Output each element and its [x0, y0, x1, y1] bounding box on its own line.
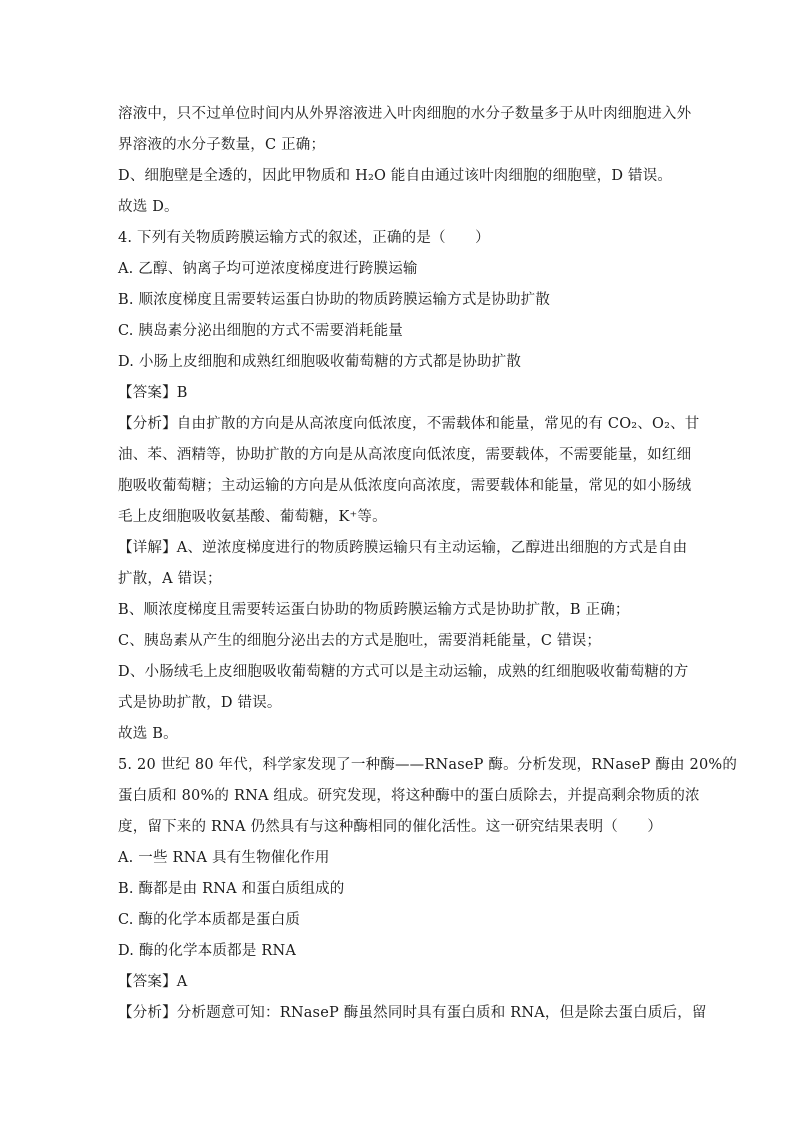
text-line: 胞吸收葡萄糖；主动运输的方向是从低浓度向高浓度，需要载体和能量，常见的如小肠绒	[118, 478, 692, 494]
text-line: 式是协助扩散，D 错误。	[118, 695, 282, 711]
question-5-option-c: C. 酶的化学本质都是蛋白质	[118, 912, 301, 928]
text-line: 溶液中，只不过单位时间内从外界溶液进入叶肉细胞的水分子数量多于从叶肉细胞进入外	[118, 106, 692, 122]
text-line: 扩散，A 错误；	[118, 571, 222, 587]
question-5-option-a: A. 一些 RNA 具有生物催化作用	[118, 850, 330, 866]
question-4-option-d: D. 小肠上皮细胞和成熟红细胞吸收葡萄糖的方式都是协助扩散	[118, 354, 522, 370]
text-line: 界溶液的水分子数量，C 正确；	[118, 137, 326, 153]
question-4-stem: 4. 下列有关物质跨膜运输方式的叙述，正确的是（ ）	[118, 230, 490, 246]
question-5-answer: 【答案】A	[118, 974, 188, 990]
question-5-option-d: D. 酶的化学本质都是 RNA	[118, 943, 297, 959]
question-4-detail: 【详解】A、逆浓度梯度进行的物质跨膜运输只有主动运输，乙醇进出细胞的方式是自由	[118, 540, 688, 556]
text-line: 故选 D。	[118, 199, 179, 215]
question-5-analysis: 【分析】分析题意可知：RNaseP 酶虽然同时具有蛋白质和 RNA，但是除去蛋白质后，留	[118, 1005, 707, 1021]
text-line: 油、苯、酒精等，协助扩散的方向是从高浓度向低浓度，需要载体，不需要能量，如红细	[118, 447, 692, 463]
question-4-option-a: A. 乙醇、钠离子均可逆浓度梯度进行跨膜运输	[118, 261, 418, 277]
text-line: C、胰岛素从产生的细胞分泌出去的方式是胞吐，需要消耗能量，C 错误；	[118, 633, 602, 649]
question-4-analysis: 【分析】自由扩散的方向是从高浓度向低浓度，不需载体和能量，常见的有 CO₂、O₂、甘	[118, 416, 700, 432]
question-4-option-c: C. 胰岛素分泌出细胞的方式不需要消耗能量	[118, 323, 403, 339]
text-line: B、顺浓度梯度且需要转运蛋白协助的物质跨膜运输方式是协助扩散，B 正确；	[118, 602, 630, 618]
text-line: D、细胞壁是全透的，因此甲物质和 H₂O 能自由通过该叶肉细胞的细胞壁，D 错误。	[118, 168, 673, 184]
text-line: 度，留下来的 RNA 仍然具有与这种酶相同的催化活性。这一研究结果表明（ ）	[118, 819, 663, 835]
question-4-conclusion: 故选 B。	[118, 726, 178, 742]
question-5-option-b: B. 酶都是由 RNA 和蛋白质组成的	[118, 881, 345, 897]
text-line: 毛上皮细胞吸收氨基酸、葡萄糖，K⁺等。	[118, 509, 387, 525]
question-4-option-b: B. 顺浓度梯度且需要转运蛋白协助的物质跨膜运输方式是协助扩散	[118, 292, 551, 308]
question-4-answer: 【答案】B	[118, 385, 188, 401]
text-line: 蛋白质和 80%的 RNA 组成。研究发现，将这种酶中的蛋白质除去，并提高剩余物质的浓	[118, 788, 700, 804]
question-5-stem: 5. 20 世纪 80 年代，科学家发现了一种酶——RNaseP 酶。分析发现，RNaseP 酶由 20%的	[118, 757, 738, 773]
text-line: D、小肠绒毛上皮细胞吸收葡萄糖的方式可以是主动运输，成熟的红细胞吸收葡萄糖的方	[118, 664, 689, 680]
